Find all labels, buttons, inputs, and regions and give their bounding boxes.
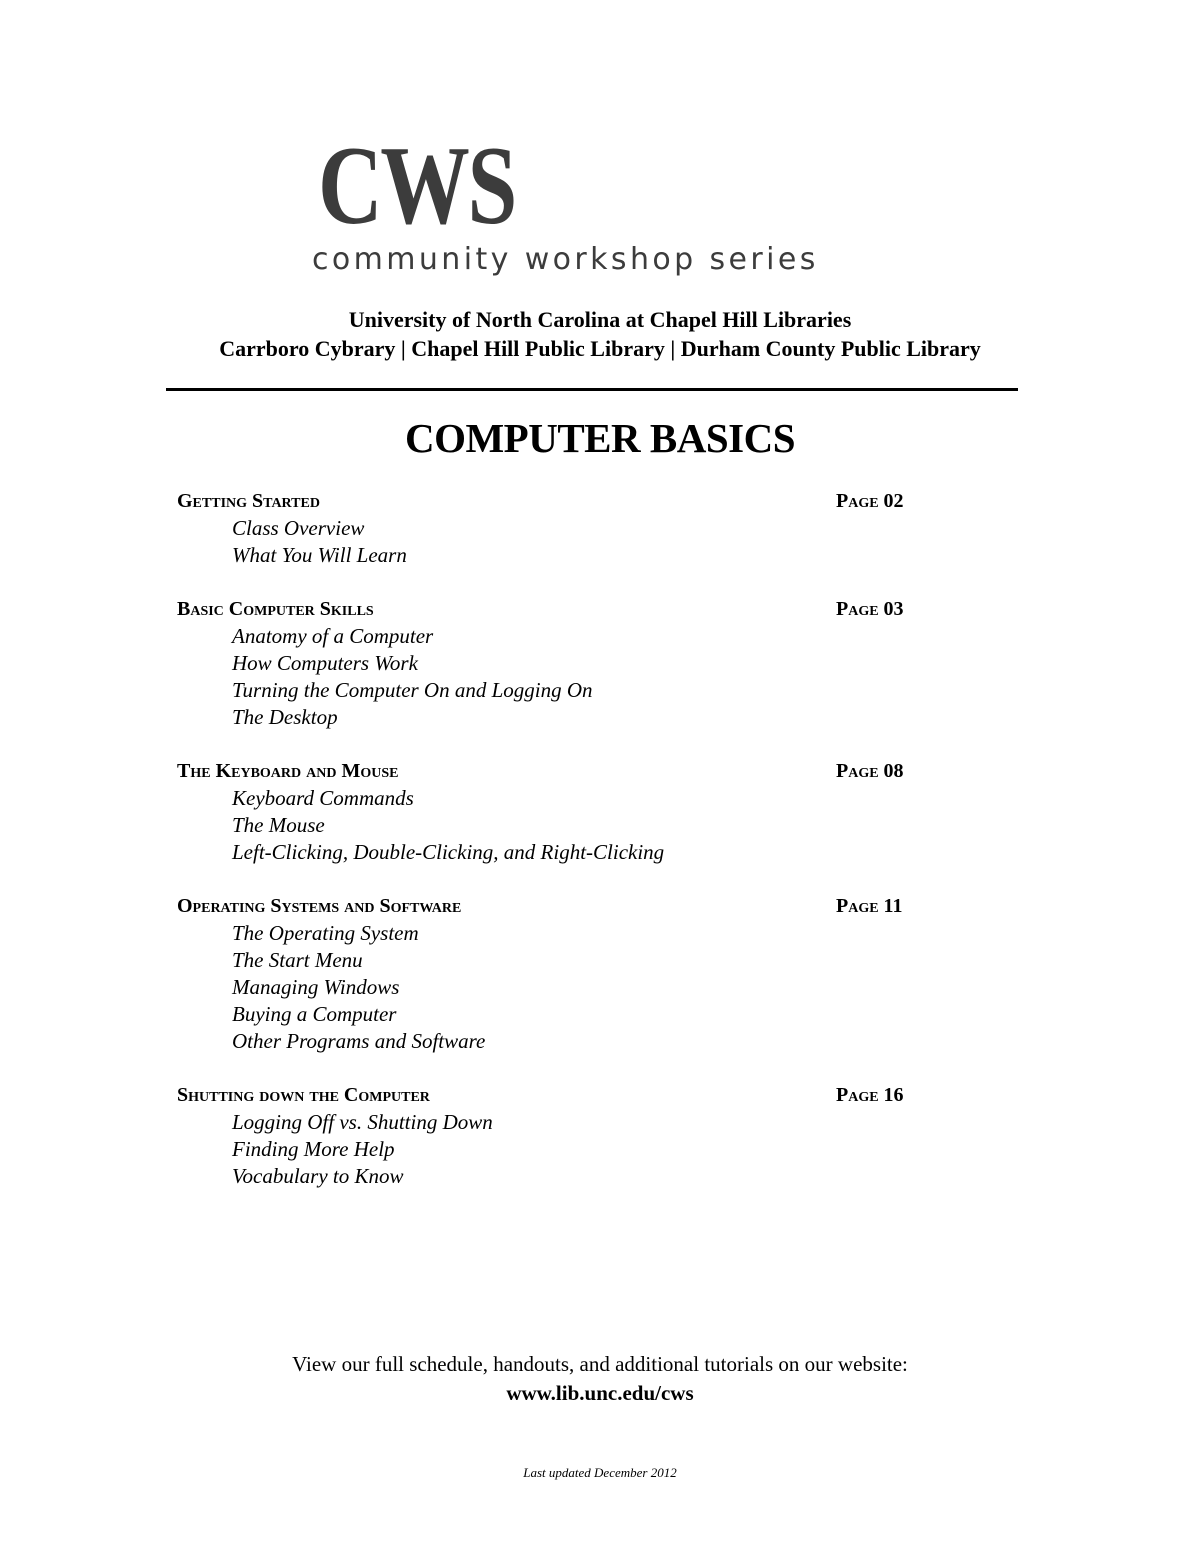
section-page-number: Page 02	[836, 490, 904, 512]
toc-section-shutting-down	[177, 1082, 937, 1190]
toc-item: Anatomy of a Computer	[232, 624, 434, 648]
document-title: COMPUTER BASICS	[404, 415, 796, 461]
toc-section-keyboard-and-mouse	[177, 758, 937, 866]
section-title: Operating Systems and Software	[177, 895, 462, 917]
toc-section-basic-computer-skills	[177, 596, 937, 731]
toc-item: The Operating System	[232, 921, 419, 945]
institution-line-1: University of North Carolina at Chapel Hill Libraries	[348, 307, 852, 332]
toc-item: Vocabulary to Know	[232, 1164, 404, 1188]
toc-section-operating-systems	[177, 893, 937, 1055]
section-page-number: Page 11	[836, 895, 903, 917]
toc-item: Buying a Computer	[232, 1002, 397, 1026]
toc-item: How Computers Work	[232, 651, 418, 675]
institutions-block	[0, 305, 1200, 363]
institution-line-2: Carrboro Cybrary | Chapel Hill Public Library | Durham County Public Library	[219, 336, 981, 361]
toc-section-getting-started	[177, 488, 937, 569]
toc-item: Left-Clicking, Double-Clicking, and Right-Clicking	[232, 840, 665, 864]
table-of-contents	[177, 488, 937, 1217]
toc-item: Keyboard Commands	[232, 786, 414, 810]
toc-item: Other Programs and Software	[232, 1029, 486, 1053]
logo-tagline: community workshop series	[312, 242, 819, 277]
toc-item: Managing Windows	[232, 975, 400, 999]
footer-text: View our full schedule, handouts, and additional tutorials on our website:	[292, 1352, 908, 1376]
section-page-number: Page 08	[836, 760, 904, 782]
website-link[interactable]: www.lib.unc.edu/cws	[506, 1381, 694, 1405]
toc-item: Turning the Computer On and Logging On	[232, 678, 593, 702]
section-title: Basic Computer Skills	[177, 598, 374, 620]
toc-item: Finding More Help	[232, 1137, 395, 1161]
cws-logo: CWS	[318, 124, 515, 248]
section-page-number: Page 16	[836, 1084, 904, 1106]
toc-item: The Mouse	[232, 813, 325, 837]
toc-item: Logging Off vs. Shutting Down	[232, 1110, 493, 1134]
toc-item: The Start Menu	[232, 948, 363, 972]
section-title: Getting Started	[177, 490, 320, 512]
last-updated-note: Last updated December 2012	[523, 1465, 677, 1480]
section-page-number: Page 03	[836, 598, 904, 620]
section-title: The Keyboard and Mouse	[177, 760, 399, 782]
toc-item: Class Overview	[232, 516, 365, 540]
toc-item: The Desktop	[232, 705, 338, 729]
toc-item: What You Will Learn	[232, 543, 407, 567]
header-divider	[166, 388, 1018, 391]
section-title: Shutting down the Computer	[177, 1084, 430, 1106]
